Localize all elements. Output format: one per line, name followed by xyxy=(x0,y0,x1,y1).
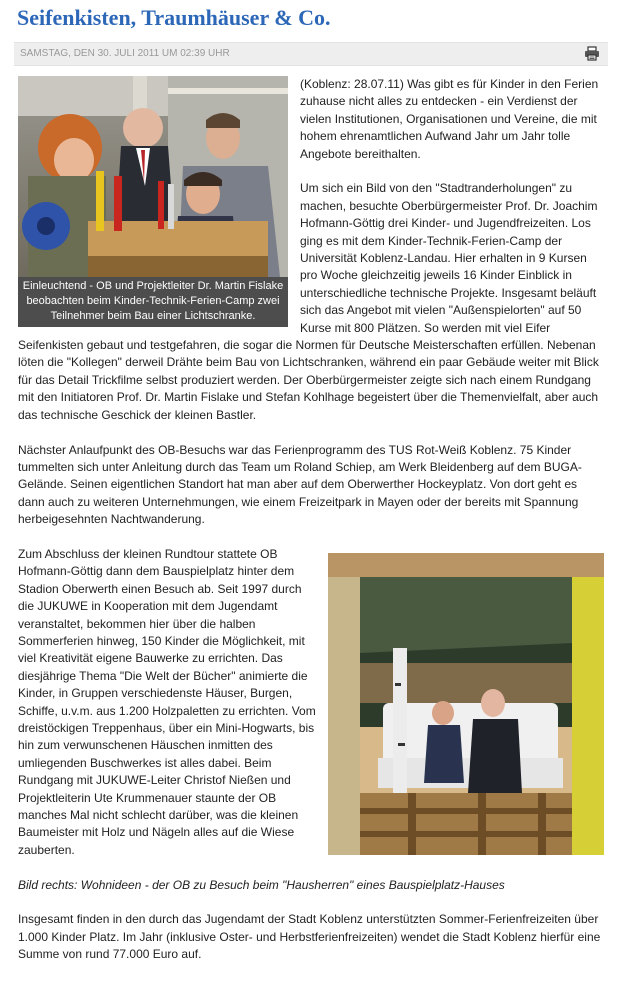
article-title: Seifenkisten, Traumhäuser & Co. xyxy=(17,5,331,30)
article-meta-bar xyxy=(14,42,608,66)
image-caption-right: Bild rechts: Wohnideen - der OB zu Besuch beim "Hausherren" eines Bauspielplatz-Hauses xyxy=(18,877,505,892)
paragraph: Zum Abschluss der kleinen Rundtour stattete OB Hofmann-Göttig dann dem Bauspielplatz hinter dem Stadion Oberwerth einen Besuch ab. Seit 1997 durch die JUKUWE in Kooperation mit dem Jugendamt veranstaltet, bekommen hier über die halben Sommerferien hinweg, 150 Kinder die Möglichkeit, mit viel Kreativität eigene Bauwerke zu errichten. Das diesjährige Thema "Die Welt der Bücher" animierte die Kinder, in Gruppen verschiedenste Häuser, Burgen, Schiffe, u.v.m. aus 1.200 Holzpaletten zu errichten. Vom dreistöckigen Treppenhaus, über ein Mini-Hogwarts, bis hin zum verwunschenen Häuschen inmitten des umliegenden Buschwerkes ist alles dabei. Beim Rundgang mit JUKUWE-Leiter Christof Nießen und Projektleiterin Ute Krummenauer staunte der OB manches Mal nicht schlecht darüber, was die kleinen Baumeister mit Holz und Nägeln alles auf die Wiese zauberten. xyxy=(18,546,316,857)
photo-bauspielplatz-house xyxy=(328,553,604,855)
image-caption: Einleuchtend - OB und Projektleiter Dr. Martin Fislake beobachten beim Kinder-Technik-Ferien-Camp zwei Teilnehmer beim Bau einer Lichtschranke. xyxy=(18,277,288,327)
paragraph: Nächster Anlaufpunkt des OB-Besuchs war das Ferienprogramm des TUS Rot-Weiß Koblenz. 75 Kinder tummelten sich unter Anleitung durch das Team um Roland Schiep, am Werk Bleidenberg auf dem BUGA-Gelände. Seinen eigentlichen Standort hat man aber auf dem Oberwerther Hockeyplatz. Von dort geht es dann auch zu weiteren Unternehmungen, wie einem Freizeitpark in Mayen oder der bereits mit Spannung herbeigesehnten Nachtwanderung. xyxy=(18,442,582,527)
paragraph: (Koblenz: 28.07.11) Was gibt es für Kinder in den Ferien zuhause nicht alles zu entdecken - ein Verdienst der vielen Institutionen, Organisationen und Vereine, die mit hohem ehrenamtlichen Aufwand Jahr um Jahr tolle Angebote bereithalten. xyxy=(300,77,599,161)
paragraph: Insgesamt finden in den durch das Jugendamt der Stadt Koblenz unterstützten Sommer-Ferienfreizeiten über 1.000 Kinder Platz. Im Jahr (inklusive Oster- und Herbstferienfreizeiten) wendet die Stadt Koblenz hierfür eine Summe von rund 77.000 Euro auf. xyxy=(18,912,601,962)
figure-technik-camp xyxy=(18,76,288,327)
printer-icon[interactable] xyxy=(584,46,600,61)
article-date: SAMSTAG, DEN 30. JULI 2011 UM 02:39 UHR xyxy=(20,48,230,59)
figure-bauspielplatz xyxy=(328,553,604,855)
article-body xyxy=(18,76,605,981)
paragraph: Um sich ein Bild von den "Stadtranderholungen" zu machen, besuchte Oberbürgermeister Prof. Dr. Joachim Hofmann-Göttig drei Kinder- und Jugendfreizeiten. Los ging es mit dem Kinder-Technik-Ferien-Camp der Universität Koblenz-Landau. Hier erhalten in 9 Kursen pro Woche gleichzeitig jeweils 16 Kinder Einblick in unterschiedliche technische Projekte. Insgesamt beläuft sich das Angebot mit vielen "Außenspielorten" auf 50 Kurse mit 800 Plätzen. So werden mit viel Eifer Seifenkisten gebaut und testgefahren, die sogar die Normen für Deutsche Meisterschaften erfüllen. Nebenan löten die "Kollegen" derweil Drähte beim Bau von Lichtschranken, während ein paar Gebäude weiter mit Blick für das Detail Trickfilme selbst produziert werden. Der Oberbürgermeister zeigte sich nach einem Rundgang mit den Initiatoren Prof. Dr. Martin Fislake und Stefan Kohlhage begeistert über die Themenvielfalt, aber auch das technische Geschick der kleinen Bastler. xyxy=(18,181,599,422)
photo-technik-camp xyxy=(18,76,288,277)
